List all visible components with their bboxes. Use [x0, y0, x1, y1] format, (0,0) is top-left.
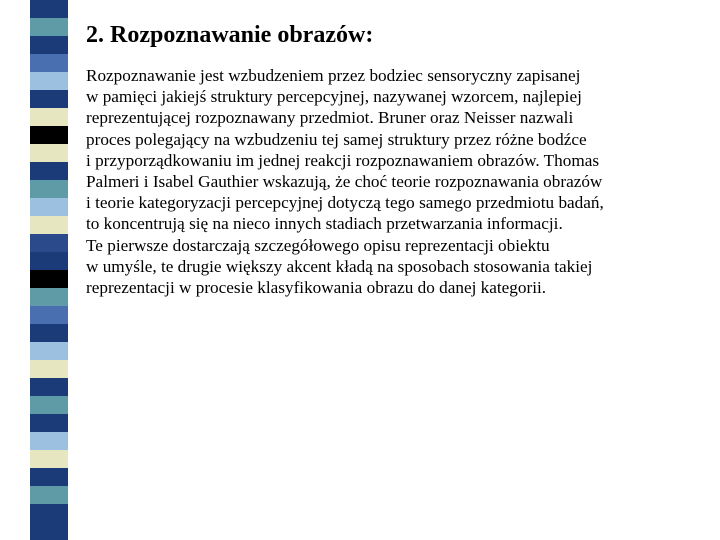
- body-line: w umyśle, te drugie większy akcent kładą na sposobach stosowania takiej: [86, 256, 593, 276]
- body-line: Palmeri i Isabel Gauthier wskazują, że choć teorie rozpoznawania obrazów: [86, 172, 603, 192]
- decorative-stripe: [30, 180, 68, 198]
- decorative-stripe: [30, 252, 68, 270]
- decorative-stripe: [30, 486, 68, 504]
- body-line: Te pierwsze dostarczają szczegółowego opisu reprezentacji obiektu: [86, 235, 550, 255]
- decorative-stripe: [30, 378, 68, 396]
- decorative-stripe: [30, 504, 68, 540]
- decorative-stripe: [30, 216, 68, 234]
- decorative-stripe: [30, 90, 68, 108]
- body-line: i teorie kategoryzacji percepcyjnej dotyczą tego samego przedmiotu badań,: [86, 193, 604, 213]
- body-line: w pamięci jakiejś struktury percepcyjnej, nazywanej wzorcem, najlepiej: [86, 87, 582, 107]
- body-line: reprezentującej rozpoznawany przedmiot. Bruner oraz Neisser nazwali: [86, 108, 574, 128]
- slide-title: 2. Rozpoznawanie obrazów:: [86, 22, 374, 48]
- decorative-stripe: [30, 162, 68, 180]
- decorative-stripe: [30, 306, 68, 324]
- decorative-stripe: [30, 414, 68, 432]
- decorative-stripe: [30, 342, 68, 360]
- decorative-stripe: [30, 450, 68, 468]
- decorative-stripe: [30, 360, 68, 378]
- decorative-stripe-bar: [30, 0, 68, 540]
- decorative-stripe: [30, 324, 68, 342]
- decorative-stripe: [30, 270, 68, 288]
- body-line: i przyporządkowaniu im jednej reakcji rozpoznawaniem obrazów. Thomas: [86, 150, 600, 170]
- decorative-stripe: [30, 198, 68, 216]
- decorative-stripe: [30, 0, 68, 18]
- decorative-stripe: [30, 396, 68, 414]
- decorative-stripe: [30, 72, 68, 90]
- decorative-stripe: [30, 18, 68, 36]
- decorative-stripe: [30, 288, 68, 306]
- decorative-stripe: [30, 36, 68, 54]
- decorative-stripe: [30, 126, 68, 144]
- decorative-stripe: [30, 54, 68, 72]
- decorative-stripe: [30, 144, 68, 162]
- body-line: to koncentrują się na nieco innych stadiach przetwarzania informacji.: [86, 214, 563, 234]
- body-line: Rozpoznawanie jest wzbudzeniem przez bodziec sensoryczny zapisanej: [86, 66, 581, 85]
- body-line: proces polegający na wzbudzeniu tej samej struktury przez różne bodźce: [86, 129, 587, 149]
- decorative-stripe: [30, 108, 68, 126]
- decorative-stripe: [30, 468, 68, 486]
- body-line: reprezentacji w procesie klasyfikowania obrazu do danej kategorii.: [86, 278, 547, 298]
- decorative-stripe: [30, 234, 68, 252]
- slide-body-text: [86, 65, 701, 298]
- decorative-stripe: [30, 432, 68, 450]
